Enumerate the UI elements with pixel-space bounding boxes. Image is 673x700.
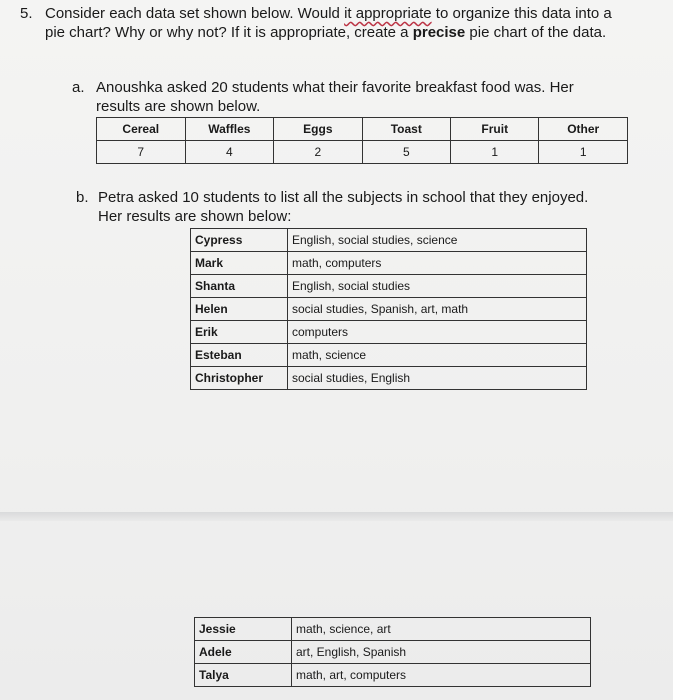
student-subjects: math, computers — [288, 252, 587, 275]
student-subjects: math, science — [288, 344, 587, 367]
table-cell: 4 — [185, 141, 274, 164]
table-row — [195, 641, 591, 664]
student-subjects: English, social studies — [288, 275, 587, 298]
student-subjects: math, science, art — [292, 618, 591, 641]
student-subjects: social studies, English — [288, 367, 587, 390]
table-cell: 7 — [97, 141, 186, 164]
table-row — [191, 298, 587, 321]
part-b-label: b. — [76, 189, 89, 206]
student-name: Talya — [195, 664, 292, 687]
student-name: Mark — [191, 252, 288, 275]
table-row — [191, 252, 587, 275]
table-header-cell: Fruit — [451, 118, 539, 141]
part-a-text: Anoushka asked 20 students what their favorite breakfast food was. Her results are shown below. — [96, 79, 574, 115]
student-name: Esteban — [191, 344, 288, 367]
table-header-cell: Waffles — [185, 118, 274, 141]
part-b-text: Petra asked 10 students to list all the subjects in school that they enjoyed. Her results are shown below: — [98, 189, 589, 225]
table-row — [191, 367, 587, 390]
table-row — [195, 618, 591, 641]
student-name: Jessie — [195, 618, 292, 641]
student-name: Helen — [191, 298, 288, 321]
question-number: 5. — [20, 5, 33, 22]
table-cell: 1 — [539, 141, 628, 164]
question-text: Consider each data set shown below. Would it appropriate to organize this data into a pie chart? Why or why not? If it is appropriate, create a precise pie chart of the data. — [45, 5, 612, 41]
student-subjects: English, social studies, science — [288, 229, 587, 252]
breakfast-table — [96, 117, 628, 164]
part-a-label: a. — [72, 79, 85, 96]
student-name: Cypress — [191, 229, 288, 252]
table-cell: 1 — [451, 141, 539, 164]
table-row — [191, 321, 587, 344]
student-subjects: social studies, Spanish, art, math — [288, 298, 587, 321]
page-fold — [0, 512, 673, 521]
student-name: Erik — [191, 321, 288, 344]
table-cell: 5 — [362, 141, 450, 164]
subjects-table-continued — [194, 617, 591, 687]
flagged-phrase: it appropriate — [344, 5, 432, 22]
student-name: Adele — [195, 641, 292, 664]
table-row — [195, 664, 591, 687]
table-header-cell: Other — [539, 118, 628, 141]
subjects-table — [190, 228, 587, 390]
table-row — [191, 229, 587, 252]
table-row — [191, 344, 587, 367]
table-cell: 2 — [274, 141, 362, 164]
table-row — [191, 275, 587, 298]
student-name: Christopher — [191, 367, 288, 390]
emphasis-word: precise — [412, 24, 466, 41]
student-subjects: math, art, computers — [292, 664, 591, 687]
student-subjects: computers — [288, 321, 587, 344]
table-header-cell: Toast — [362, 118, 450, 141]
student-subjects: art, English, Spanish — [292, 641, 591, 664]
table-header-cell: Cereal — [97, 118, 186, 141]
student-name: Shanta — [191, 275, 288, 298]
table-header-row — [97, 118, 628, 141]
table-header-cell: Eggs — [274, 118, 362, 141]
table-value-row — [97, 141, 628, 164]
